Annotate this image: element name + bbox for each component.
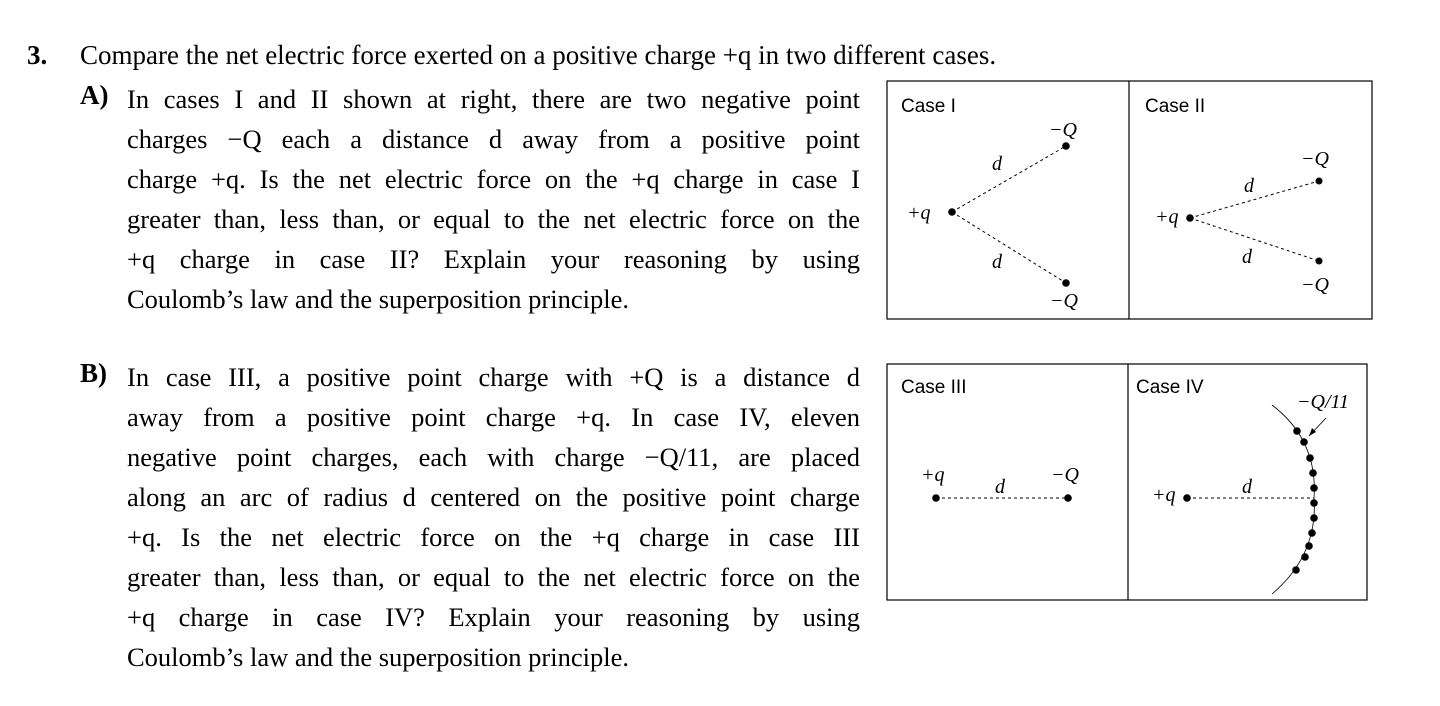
part-b-line: In case III, a positive point charge with +Q is a distance d: [127, 362, 860, 392]
arc-charge-dot: [1305, 542, 1313, 550]
case1-q-dot: [948, 208, 956, 216]
figure-frame-bottom: [887, 364, 1367, 600]
case2-bottom-dot: [1316, 258, 1323, 265]
arc-charge-dot: [1310, 499, 1318, 507]
case4-q-dot: [1183, 494, 1191, 502]
case1-bottom-dash: [952, 212, 1066, 283]
case4-arc-charge-label: −Q/11: [1297, 391, 1350, 413]
case2-top-dash: [1190, 181, 1319, 218]
case2-d-top: d: [1244, 175, 1254, 197]
question-text-inner: Compare the net electric force exerted on a positive charge +q in two different cases.: [80, 40, 997, 70]
case2-bottom-charge-label: −Q: [1301, 274, 1329, 296]
part-b-label: B): [80, 358, 107, 388]
part-b-line: negative point charges, each with charge −Q/11, are placed: [127, 442, 860, 472]
arc-charge-dot: [1301, 553, 1309, 561]
case1-top-dash: [952, 146, 1066, 212]
case1-title: Case I: [901, 96, 956, 117]
case2-top-dot: [1316, 178, 1323, 185]
question-number: 3.: [27, 40, 48, 70]
case1-top-dot: [1062, 142, 1070, 150]
case1-bottom-dot: [1062, 279, 1070, 287]
arc-charge-dot: [1293, 427, 1301, 435]
case3-q-label: +q: [921, 464, 945, 486]
part-b-line: +q charge in case IV? Explain your reasoning by using: [127, 602, 860, 632]
part-b-line: greater than, less than, or equal to the net electric force on the: [127, 562, 860, 592]
part-b-line: Coulomb’s law and the superposition principle.: [127, 642, 629, 672]
arc-charge-dot: [1308, 529, 1316, 537]
case4-q-label: +q: [1152, 484, 1176, 506]
arc-charge-dot: [1309, 469, 1317, 477]
arc-charge-dot: [1306, 454, 1314, 462]
case3-charge-dot: [1064, 494, 1072, 502]
case3-d-label: d: [995, 476, 1005, 498]
case4-arc: [1272, 405, 1314, 594]
case2-top-charge-label: −Q: [1301, 148, 1329, 170]
case2-d-bottom: d: [1242, 246, 1252, 268]
part-a-line: charges −Q each a distance d away from a positive point: [127, 124, 860, 154]
part-a-line: Coulomb’s law and the superposition principle.: [127, 284, 629, 314]
case3-charge-label: −Q: [1051, 464, 1079, 486]
part-a-label: A): [80, 80, 109, 110]
case2-q-dot: [1186, 214, 1194, 222]
arc-charge-dot: [1300, 438, 1308, 446]
part-b-line: away from a positive point charge +q. In case IV, eleven: [127, 402, 860, 432]
figure-cases-1-2: [887, 81, 1372, 319]
part-a-line: In cases I and II shown at right, there are two negative point: [127, 84, 860, 114]
figure-cases-3-4: [887, 364, 1367, 600]
arc-charge-dot: [1310, 484, 1318, 492]
part-b-line: along an arc of radius d centered on the positive point charge: [127, 482, 860, 512]
case1-d-top: d: [992, 153, 1002, 175]
case2-q-label: +q: [1155, 206, 1179, 228]
case3-q-dot: [932, 494, 940, 502]
case1-q-label: +q: [907, 202, 931, 224]
case2-bottom-dash: [1190, 218, 1319, 261]
part-b-line: +q. Is the net electric force on the +q charge in case III: [127, 522, 860, 552]
part-a-line: charge +q. Is the net electric force on the +q charge in case I: [127, 164, 860, 194]
part-a-line: +q charge in case II? Explain your reasoning by using: [127, 244, 860, 274]
case3-title: Case III: [901, 377, 967, 398]
case1-bottom-charge-label: −Q: [1050, 290, 1078, 312]
case4-title: Case IV: [1136, 377, 1204, 398]
case1-top-charge-label: −Q: [1049, 119, 1077, 141]
case4-d-label: d: [1242, 476, 1252, 498]
case1-d-bottom: d: [992, 251, 1002, 273]
arc-charge-dot: [1292, 566, 1300, 574]
part-a-line: greater than, less than, or equal to the net electric force on the: [127, 204, 860, 234]
arc-charge-dot: [1310, 514, 1318, 522]
case2-title: Case II: [1145, 96, 1206, 117]
